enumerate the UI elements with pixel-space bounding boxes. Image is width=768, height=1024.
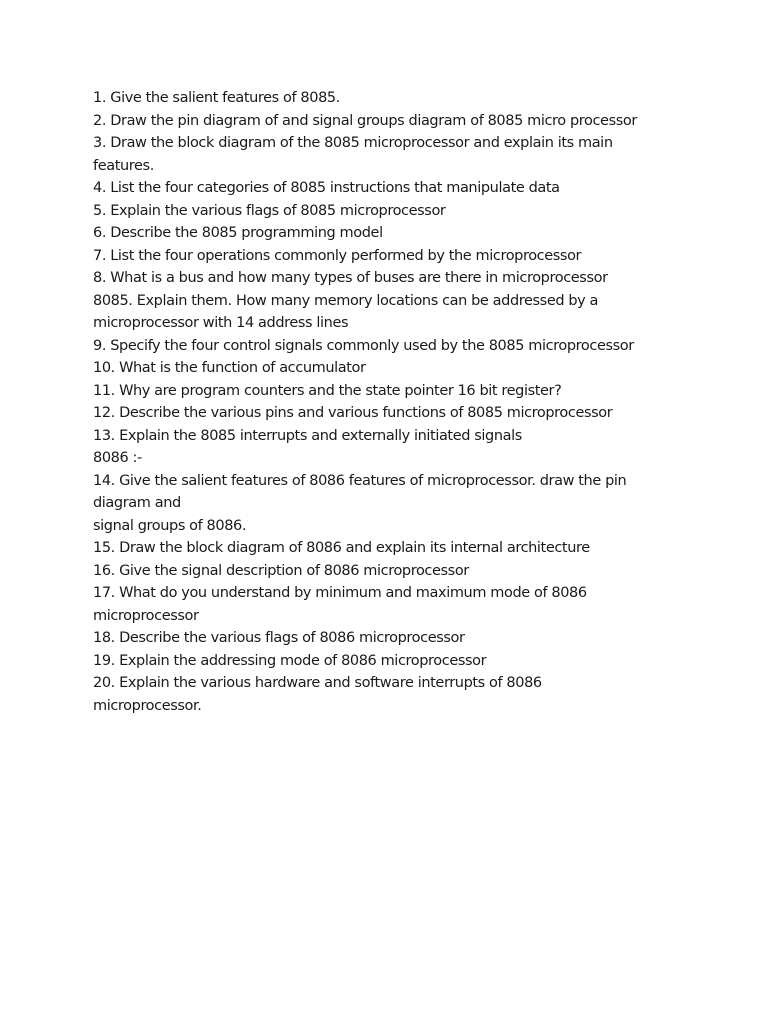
question-line: 18. Describe the various flags of 8086 microprocessor <box>93 630 465 646</box>
question-line: 1. Give the salient features of 8085. <box>93 90 340 106</box>
question-line: 8. What is a bus and how many types of buses are there in microprocessor <box>93 270 608 286</box>
question-line: 13. Explain the 8085 interrupts and externally initiated signals <box>93 427 522 444</box>
question-line: 20. Explain the various hardware and software interrupts of 8086 <box>93 675 542 691</box>
question-line: 15. Draw the block diagram of 8086 and explain its internal architecture <box>93 540 590 556</box>
question-line: 8085. Explain them. How many memory locations can be addressed by a <box>93 292 599 309</box>
question-line: 4. List the four categories of 8085 instructions that manipulate data <box>93 180 560 196</box>
question-line: 10. What is the function of accumulator <box>93 360 366 376</box>
question-line: 17. What do you understand by minimum and maximum mode of 8086 <box>93 585 587 601</box>
question-line: diagram and <box>93 495 181 511</box>
question-line: 5. Explain the various flags of 8085 microprocessor <box>93 202 446 219</box>
question-line: 7. List the four operations commonly performed by the microprocessor <box>93 247 582 264</box>
question-line: 9. Specify the four control signals commonly used by the 8085 microprocessor <box>93 337 634 354</box>
question-line: features. <box>93 157 154 174</box>
section-heading: 8086 :- <box>93 450 142 466</box>
question-line: 16. Give the signal description of 8086 microprocessor <box>93 562 469 579</box>
question-line: 2. Draw the pin diagram of and signal groups diagram of 8085 micro processor <box>93 112 637 129</box>
question-line: signal groups of 8086. <box>93 517 247 534</box>
question-line: 12. Describe the various pins and various functions of 8085 microprocessor <box>93 405 613 421</box>
question-line: 11. Why are program counters and the state pointer 16 bit register? <box>93 382 562 399</box>
question-line: 3. Draw the block diagram of the 8085 microprocessor and explain its main <box>93 135 613 151</box>
question-list <box>93 87 753 717</box>
question-line: 14. Give the salient features of 8086 features of microprocessor. draw the pin <box>93 472 627 489</box>
question-line: 19. Explain the addressing mode of 8086 microprocessor <box>93 652 487 669</box>
question-line: microprocessor with 14 address lines <box>93 315 349 331</box>
question-line: microprocessor <box>93 607 199 624</box>
question-line: microprocessor. <box>93 697 202 714</box>
question-line: 6. Describe the 8085 programming model <box>93 225 383 241</box>
